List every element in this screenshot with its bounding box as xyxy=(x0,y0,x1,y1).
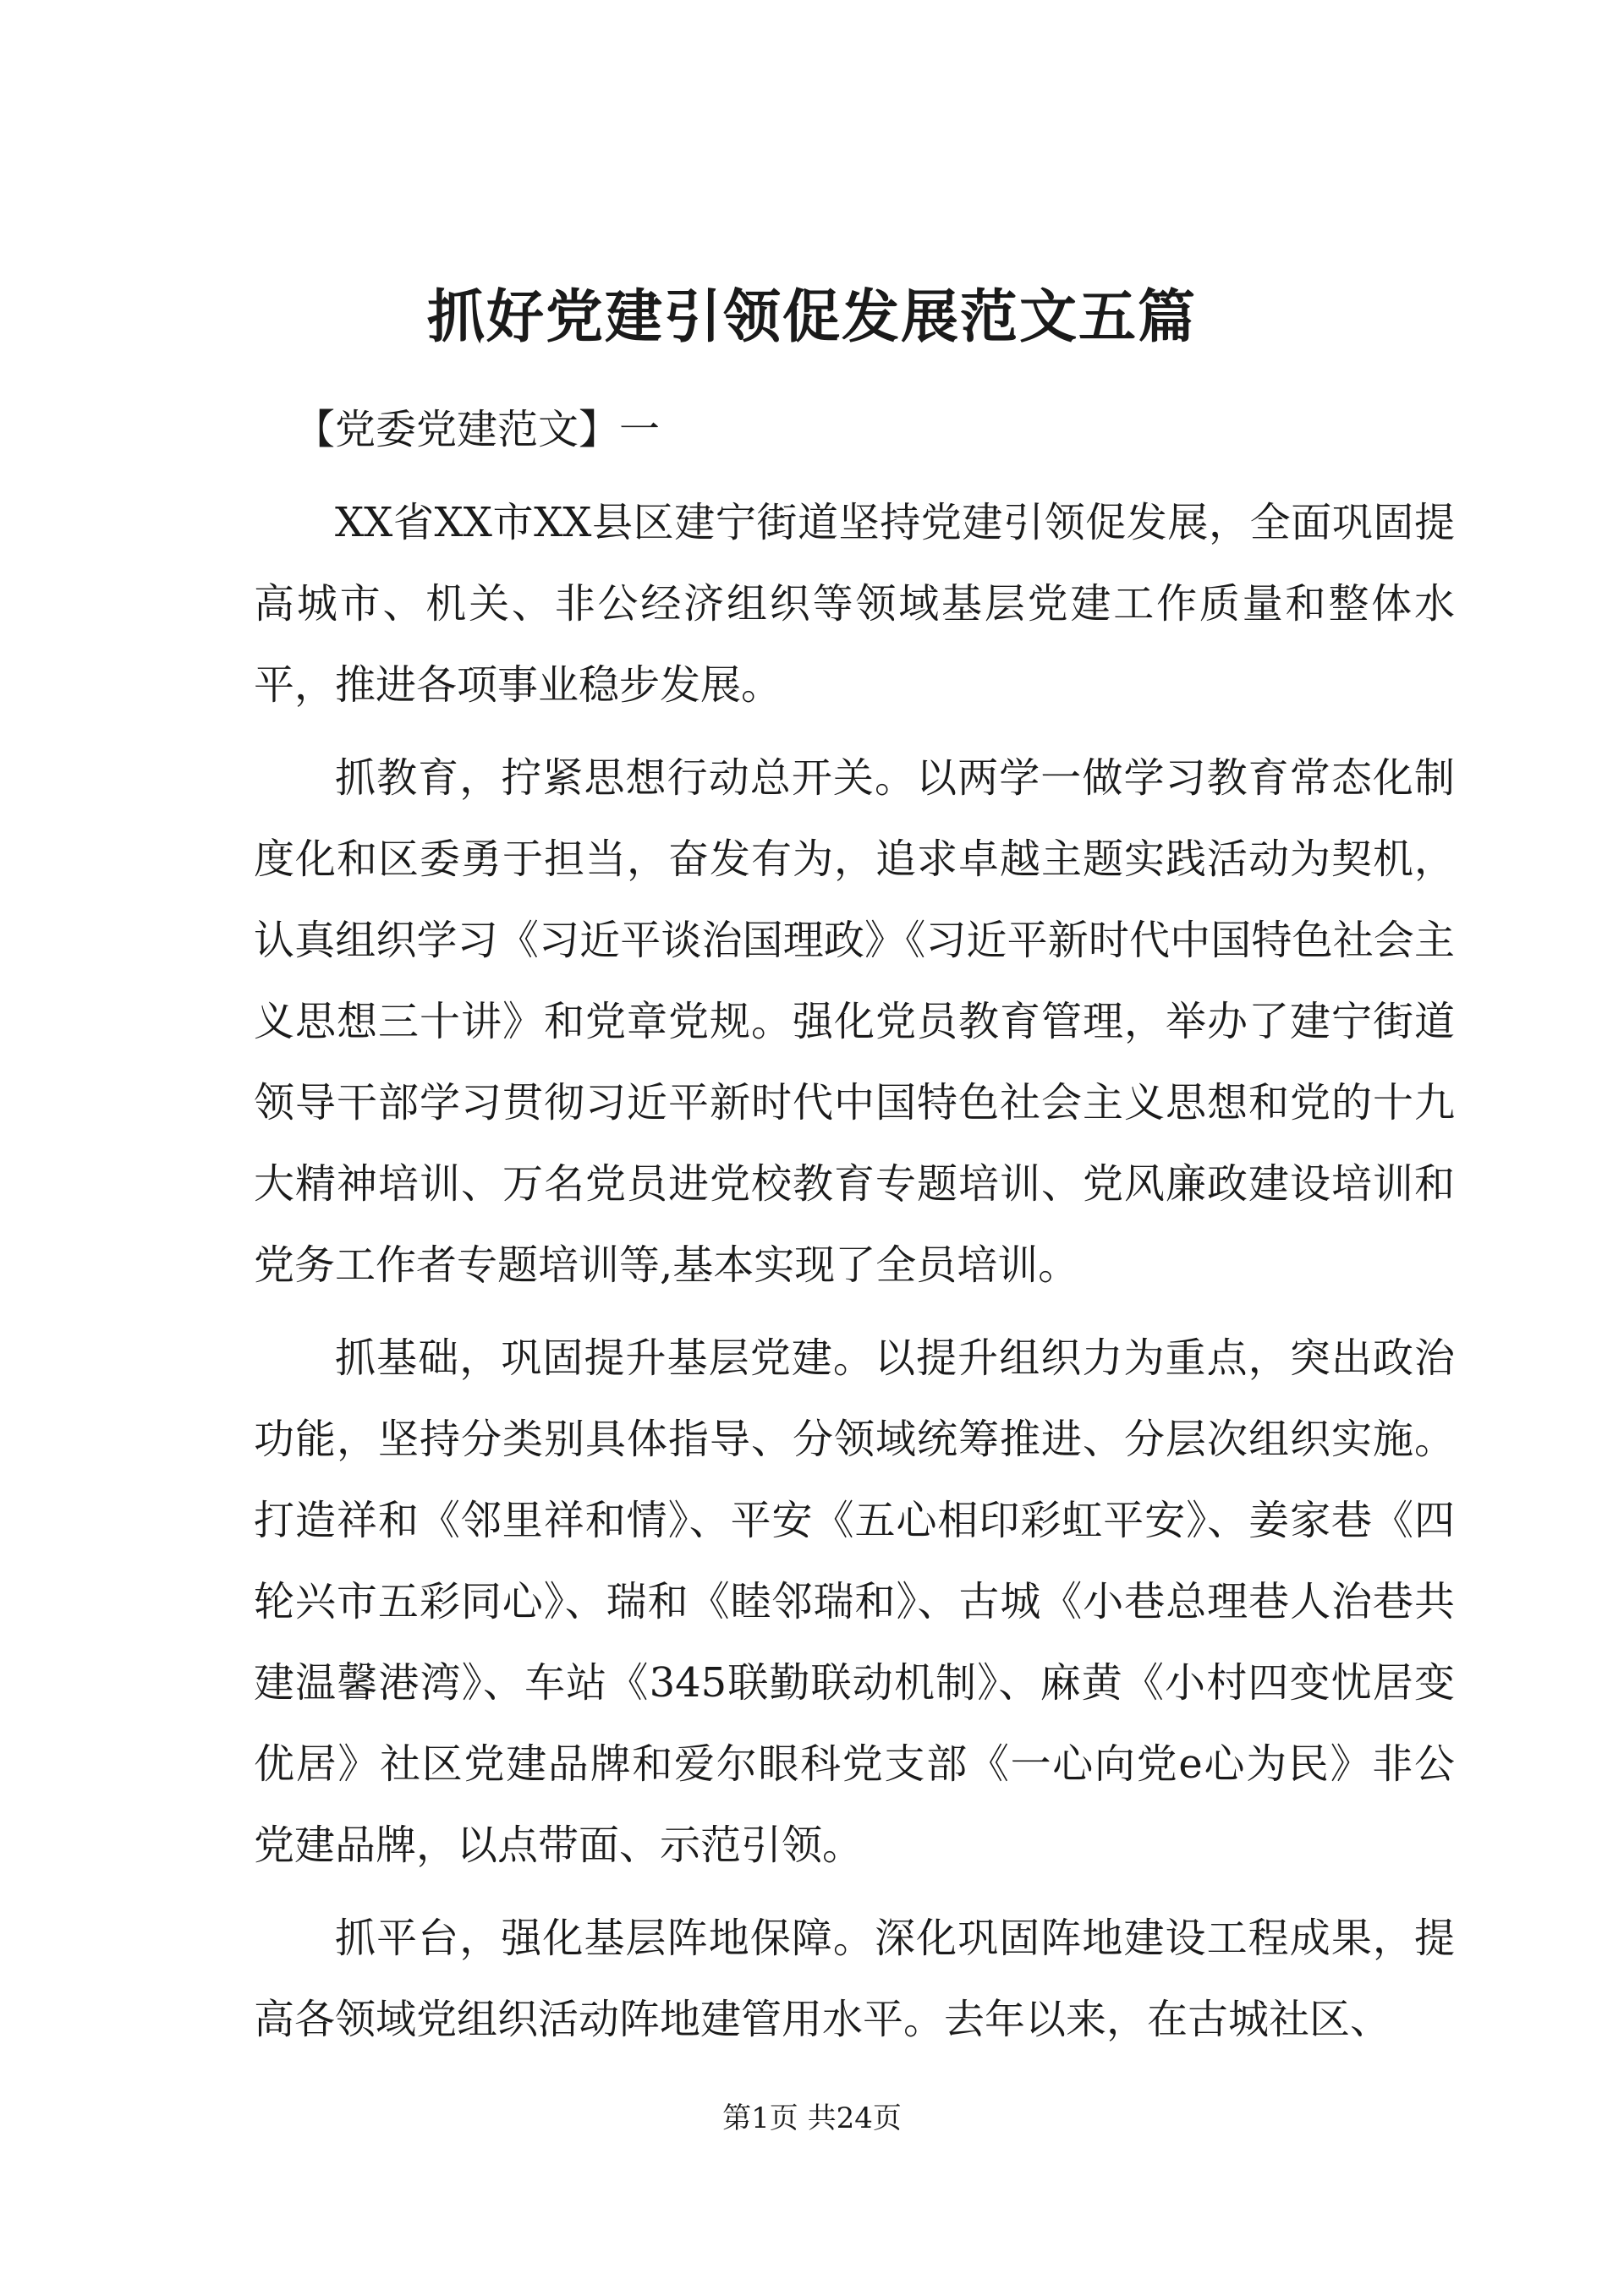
document-body xyxy=(254,389,1455,2060)
paragraph-education: 抓教育，拧紧思想行动总开关。以两学一做学习教育常态化制度化和区委勇于担当，奋发有为，追求卓越主题实践活动为契机，认真组织学习《习近平谈治国理政》《习近平新时代中国特色社会主义思想三十讲》和党章党规。强化党员教育管理，举办了建宁街道领导干部学习贯彻习近平新时代中国特色社会主义思想和党的十九大精神培训、万名党员进党校教育专题培训、党风廉政建设培训和党务工作者专题培训等,基本实现了全员培训。 xyxy=(254,754,1455,1289)
paragraph-platform: 抓平台，强化基层阵地保障。深化巩固阵地建设工程成果，提高各领域党组织活动阵地建管用水平。去年以来，在古城社区、 xyxy=(254,1915,1455,2043)
paragraph-intro: XX省XX市XX县区建宁街道坚持党建引领促发展，全面巩固提高城市、机关、非公经济组织等领域基层党建工作质量和整体水平，推进各项事业稳步发展。 xyxy=(254,499,1455,709)
page-footer: 第1页 共24页 xyxy=(722,2101,902,2135)
document-title: 抓好党建引领促发展范文五篇 xyxy=(426,283,1197,351)
paragraph-foundation: 抓基础，巩固提升基层党建。以提升组织力为重点，突出政治功能，坚持分类别具体指导、分领域统筹推进、分层次组织实施。打造祥和《邻里祥和情》、平安《五心相印彩虹平安》、姜家巷《四轮兴市五彩同心》、瑞和《睦邻瑞和》、古城《小巷总理巷人治巷共建温馨港湾》、车站《345联勤联动机制》、麻黄《小村四变忧居变优居》社区党建品牌和爱尔眼科党支部《一心向党e心为民》非公党建品牌，以点带面、示范引领。 xyxy=(254,1334,1455,1869)
section-heading: 【党委党建范文】一 xyxy=(294,406,661,453)
